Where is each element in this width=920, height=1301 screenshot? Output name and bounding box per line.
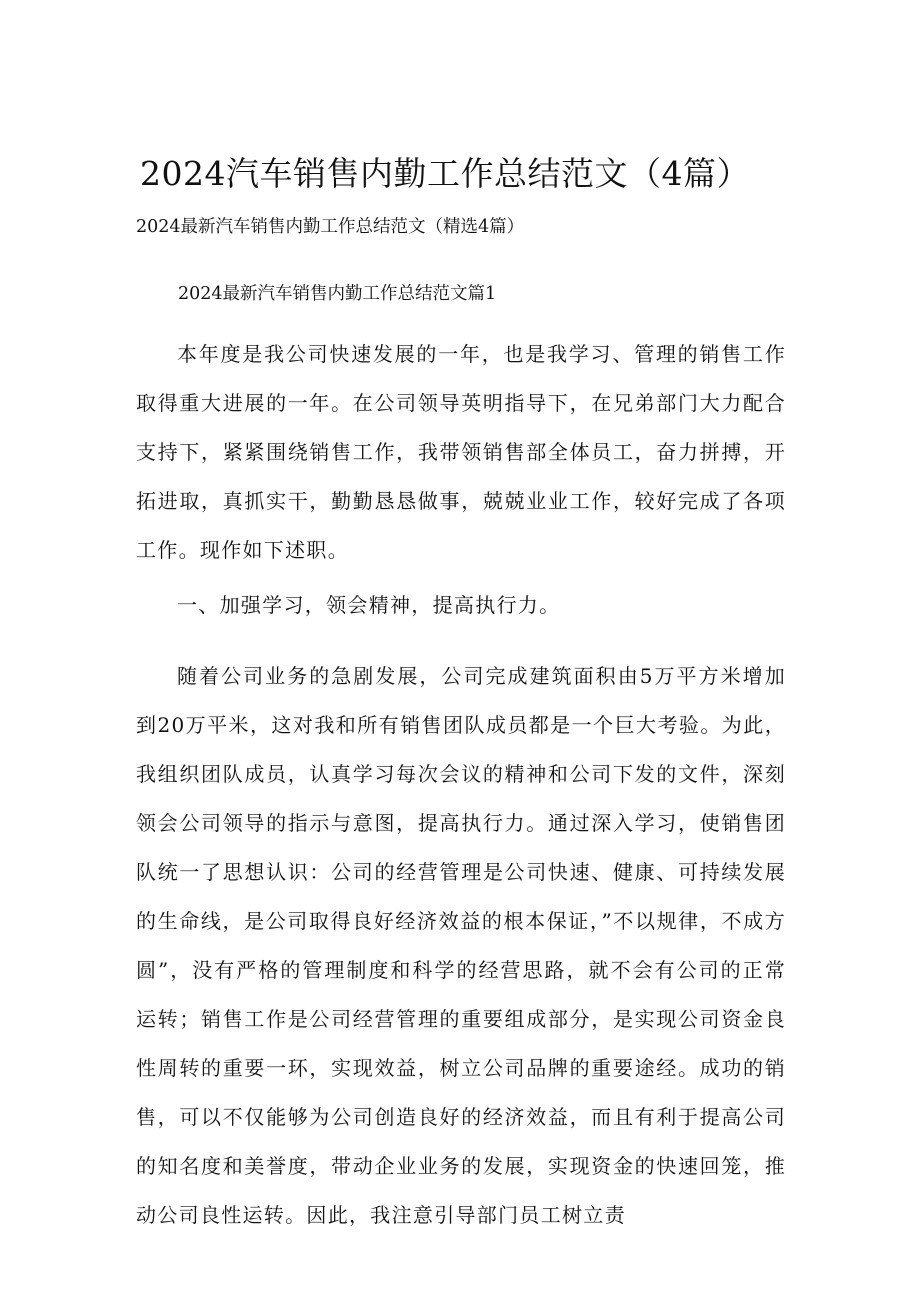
section-title: 2024最新汽车销售内勤工作总结范文篇1 bbox=[178, 284, 497, 304]
paragraph-intro: 本年度是我公司快速发展的一年，也是我学习、管理的销售工作取得重大进展的一年。在公司领导英明指导下，在兄弟部门大力配合支持下，紧紧围绕销售工作，我带领销售部全体员工，奋力拼搏，开拓进取，真抓实干，勤勤恳恳做事，兢兢业业工作，较好完成了各项工作。现作如下述职。 bbox=[136, 342, 786, 562]
document-title: 2024汽车销售内勤工作总结范文（4篇） bbox=[140, 154, 750, 193]
document-subtitle: 2024最新汽车销售内勤工作总结范文（精选4篇） bbox=[136, 217, 525, 237]
section-heading-1: 一、加强学习，领会精神，提高执行力。 bbox=[177, 593, 561, 617]
paragraph-body: 随着公司业务的急剧发展，公司完成建筑面积由5万平方米增加到20万平米，这对我和所有销售团队成员都是一个巨大考验。为此，我组织团队成员，认真学习每次会议的精神和公司下发的文件，深刻领会公司领导的指示与意图，提高执行力。通过深入学习，使销售团队统一了思想认识：公司的经营管理是公司快速、健康、可持续发展的生命线，是公司取得良好经济效益的根本保证，”不以规律，不成方圆”，没有严格的管理制度和科学的经营思路，就不会有公司的正常运转；销售工作是公司经营管理的重要组成部分，是实现公司资金良性周转的重要一环，实现效益，树立公司品牌的重要途经。成功的销售，可以不仅能够为公司创造良好的经济效益，而且有利于提高公司的知名度和美誉度，带动企业业务的发展，实现资金的快速回笼，推动公司良性运转。因此，我注意引导部门员工树立责 bbox=[136, 664, 786, 1227]
